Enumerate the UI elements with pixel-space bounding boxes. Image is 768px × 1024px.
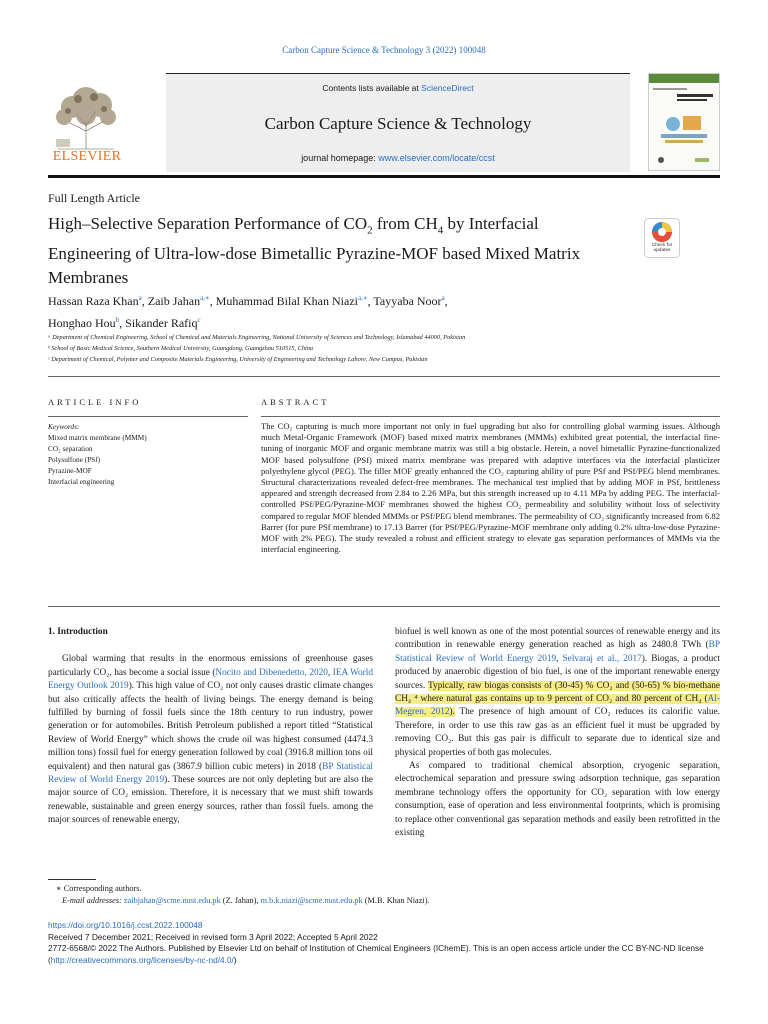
paragraph xyxy=(395,626,720,760)
affiliation-b: ᵇ School of Basic Medical Science, Southern Medical University, Guangdong, Guangzhou 510515, China xyxy=(48,345,314,352)
elsevier-tree-icon xyxy=(48,81,126,151)
article-info-heading: ARTICLE INFO xyxy=(48,397,142,407)
article-metadata xyxy=(48,920,720,966)
journal-cover-thumbnail[interactable] xyxy=(648,73,720,171)
paragraph: As compared to traditional chemical absorption, cryogenic separation, electrochemical separation and pressure swing adsorption technique, gas separation membrane technology offers the opportunity for CO₂ separation with low energy consumption, ease of operation and less environmental footprints, which is promising to replace other conventional gas separation methods and easily been retrofitted in the existing xyxy=(395,761,720,839)
header-rule xyxy=(48,175,720,178)
text-run: The presence of high amount of CO₂ reduces its calorific value. Therefore, in order to use this raw gas as an efficient fuel it must be upgraded by removing CO₂. But this gas pair is difficult to separate due to identical size and physical properties of both gas molecules. xyxy=(395,707,721,758)
license-link[interactable]: http://creativecommons.org/licenses/by-nc-nd/4.0/ xyxy=(50,954,234,965)
abstract-heading: ABSTRACT xyxy=(261,397,330,407)
paragraph xyxy=(48,653,373,827)
author-name[interactable]: Hassan Raza Khan xyxy=(48,294,139,308)
publisher-wordmark: ELSEVIER xyxy=(52,149,122,164)
section-heading-introduction: 1. Introduction xyxy=(48,627,108,637)
highlighted-text[interactable]: Typically, raw biogas consists of (30-45) % CO₂ and (50-65) % bio-methane CH₄ ⁴ where natural gas contains up to 9 percent of CO₂ and 80 percent of CH₄ ( xyxy=(395,680,720,705)
email-line xyxy=(48,895,728,907)
license-suffix: ) xyxy=(233,954,237,965)
citation-link[interactable]: IEA World Energy Outlook 2019 xyxy=(48,667,374,692)
journal-header xyxy=(48,73,630,173)
citation-link[interactable]: BP Statistical Review of World Energy 2019 xyxy=(48,761,373,786)
title-part-c: by Interfacial Engineering of Ultra-low-dose Bimetallic Pyrazine-MOF based Mixed Matrix Membranes xyxy=(48,214,581,288)
elsevier-logo[interactable] xyxy=(48,81,126,171)
keyword-item: CO₂ separation xyxy=(48,444,93,453)
email-owner: (M.B. Khan Niazi). xyxy=(362,896,430,905)
body-column-right xyxy=(395,626,720,841)
footnotes xyxy=(48,883,728,907)
abstract-text: The CO₂ capturing is much more important not only in fuel upgrading but also for controlling global warming issues. Although much Metal-Organic Framework (MOF) based mixed matrix membranes (MMMs) exhibited great potential, the interfacial fine-tuning of inorganic MOF and organic membrane matrix was still a big obstacle. Herein, a novel bimetallic Pyrazine-functionalized MOF based polysulfone (PSf) mixed matrix membrane was prepared with adaptive interfaces via the interfacial plasticizer polyethylene glycol (PEG). The filler MOF greatly enhanced the CO₂ capturing ability of pure PSf and PSf/PEG blend membranes. Structural characterizations revealed defect-free membranes. The mechanical test implied that by adding MOF in PSf, brittleness appeared and strength decreased from 2.84 to 2.26 MPa, but this strength increased up to 4.11 MPa by adding PEG. The interfacial-controlled PSf/PEG/Pyrazine-MOF membranes showed the highest CO₂ permeability and solubility without loss of selectivity compared to regular MOF blended MMMs or PSf/PEG blend membranes. The permeability of CO₂ significantly increased from 6.82 Barrer (for pure PSf membrane) to 17.13 Barrer (for PSf/PEG/Pyrazine-MOF membrane only adding 0.2% ultra-low-dose Pyrazine-MOF with 2% PEG). The study revealed a robust and efficient strategy to elevate gas separation performances of MMMs via the interfacial engineering. xyxy=(261,421,720,555)
section-rule xyxy=(48,376,720,377)
keyword-item: Polysulfone (PSf) xyxy=(48,455,101,464)
license-prefix: 2772-6568/© 2022 The Authors. Published by Elsevier Ltd on behalf of Institution of Chemical Engineers (IChemE). This is an open access article under the CC BY-NC-ND license ( xyxy=(48,943,704,965)
contents-line xyxy=(166,83,630,93)
keyword-item: Mixed matrix membrane (MMM) xyxy=(48,433,147,442)
affiliation-a: ᵃ Department of Chemical Engineering, School of Chemical and Materials Engineering, National University of Sciences and Technology, Islamabad 44000, Pakistan xyxy=(48,334,466,341)
doi-link[interactable]: https://doi.org/10.1016/j.ccst.2022.100048 xyxy=(48,920,203,930)
author-name[interactable]: Honghao Hou xyxy=(48,316,116,330)
footnote-rule xyxy=(48,879,96,880)
title-sub-1: 2 xyxy=(367,224,373,237)
article-type: Full Length Article xyxy=(48,191,140,205)
author-affiliation-mark[interactable]: a,∗ xyxy=(200,294,210,302)
citation-link[interactable]: Selvaraj et al., 2017 xyxy=(562,653,642,664)
journal-reference-link[interactable]: Carbon Capture Science & Technology 3 (2022) 100048 xyxy=(282,45,486,55)
sciencedirect-link[interactable]: ScienceDirect xyxy=(421,83,474,93)
keywords-block xyxy=(48,421,248,487)
text-run: Global warming that results in the enormous emissions of greenhouse gases particularly CO₂, has become a social issue ( xyxy=(48,654,373,678)
journal-banner xyxy=(166,73,630,172)
contents-prefix: Contents lists available at xyxy=(322,83,419,93)
homepage-line xyxy=(166,153,630,163)
affiliation-c: ᶜ Department of Chemical, Polymer and Composite Materials Engineering, University of Engineering and Technology Lahore, New Campus, Pakistan xyxy=(48,356,428,363)
title-part-a: High–Selective Separation Performance of CO xyxy=(48,214,368,233)
text-run: biofuel is well known as one of the most potential sources of renewable energy and its contribution in renewable energy generation reached as high as 2480.8 TWh ( xyxy=(395,627,720,651)
author-list: Hassan Raza Khan$^a$, Zaib Jahan$^{a,∗}$, Muhammad Bilal Khan Niazi$^{a,∗}$, Tayyaba Noor$^a$, Honghao Hou$^b$, Sikander Rafiq$^c$ xyxy=(48,294,448,330)
author-name[interactable]: Sikander Rafiq xyxy=(125,316,198,330)
citation-link[interactable]: Al-Megren, 2012 xyxy=(395,694,720,718)
email-owner: (Z. Jahan), xyxy=(220,896,261,905)
received-dates: Received 7 December 2021; Received in revised form 3 April 2022; Accepted 5 April 2022 xyxy=(48,931,378,942)
highlighted-text[interactable]: ). xyxy=(449,707,455,718)
article-title xyxy=(48,212,618,290)
email-link[interactable]: m.b.k.niazi@scme.nust.edu.pk xyxy=(260,896,363,905)
abstract-rule xyxy=(261,416,720,417)
cover-image xyxy=(649,74,719,170)
author-affiliation-mark[interactable]: a,∗ xyxy=(358,294,368,302)
author-name[interactable]: Muhammad Bilal Khan Niazi xyxy=(215,294,358,308)
title-sub-2: 4 xyxy=(437,224,444,237)
citation-link[interactable]: BP Statistical Review of World Energy 2019 xyxy=(395,640,720,664)
homepage-prefix: journal homepage: xyxy=(301,153,376,163)
keyword-item: Pyrazine-MOF xyxy=(48,466,92,475)
text-run: , xyxy=(327,667,333,678)
affiliation-list xyxy=(48,332,728,365)
keyword-item: Interfacial engineering xyxy=(48,477,115,486)
author-affiliation-mark[interactable]: c xyxy=(197,316,201,324)
check-for-updates-button[interactable] xyxy=(644,218,680,258)
author-name[interactable]: Tayyaba Noor xyxy=(373,294,442,308)
email-label: E-mail addresses: xyxy=(62,896,122,905)
journal-homepage-link[interactable]: www.elsevier.com/locate/ccst xyxy=(378,153,495,163)
text-run: ). These sources are not only depleting but are also the major source of CO₂ emission. Therefore, it is necessary that we must shift towards renewable, sustainable and green energy sources, rather than fossil fuels. among the major sources of renewable energy, xyxy=(48,775,373,826)
keywords-label: Keywords: xyxy=(48,422,80,431)
crossmark-label: Check for updates xyxy=(651,243,673,253)
text-run: ). This high value of CO₂ not only causes drastic climate changes but also critically affects the health of living beings. The energy demand is being fulfilled by burning of fossil fuels since the 18th century to run industry, power generation or for automobiles. British Petroleum published a report titled “Statistical Review of World Energy” which shows the crude oil was highest consumed (4474.3 million tons) fossil fuel for energy generation followed by coal (3916.8 million tons oil equivalent) and then natural gas (3867.9 billion cubic meters) in 2018 ( xyxy=(48,681,373,772)
body-column-left xyxy=(48,626,373,828)
email-link[interactable]: zaibjahan@scme.nust.edu.pk xyxy=(123,896,221,905)
author-affiliation-mark[interactable]: a xyxy=(441,294,445,302)
author-name[interactable]: Zaib Jahan xyxy=(147,294,201,308)
corresponding-author-note: ∗ Corresponding authors. xyxy=(56,884,142,893)
author-affiliation-mark[interactable]: a xyxy=(138,294,142,302)
author-affiliation-mark[interactable]: b xyxy=(115,316,120,324)
text-run: , xyxy=(556,653,563,664)
citation-link[interactable]: Nocito and Dibenedetto, 2020 xyxy=(215,667,328,678)
article-info-rule xyxy=(48,416,248,417)
section-rule xyxy=(48,606,720,607)
text-run: ). Biogas, a product produced by anaerobic digestion of bio fuel, is one of the important renewable energy sources. xyxy=(395,653,720,691)
journal-title: Carbon Capture Science & Technology xyxy=(264,114,532,133)
license-text xyxy=(48,943,720,966)
title-part-b: from CH xyxy=(372,214,438,233)
